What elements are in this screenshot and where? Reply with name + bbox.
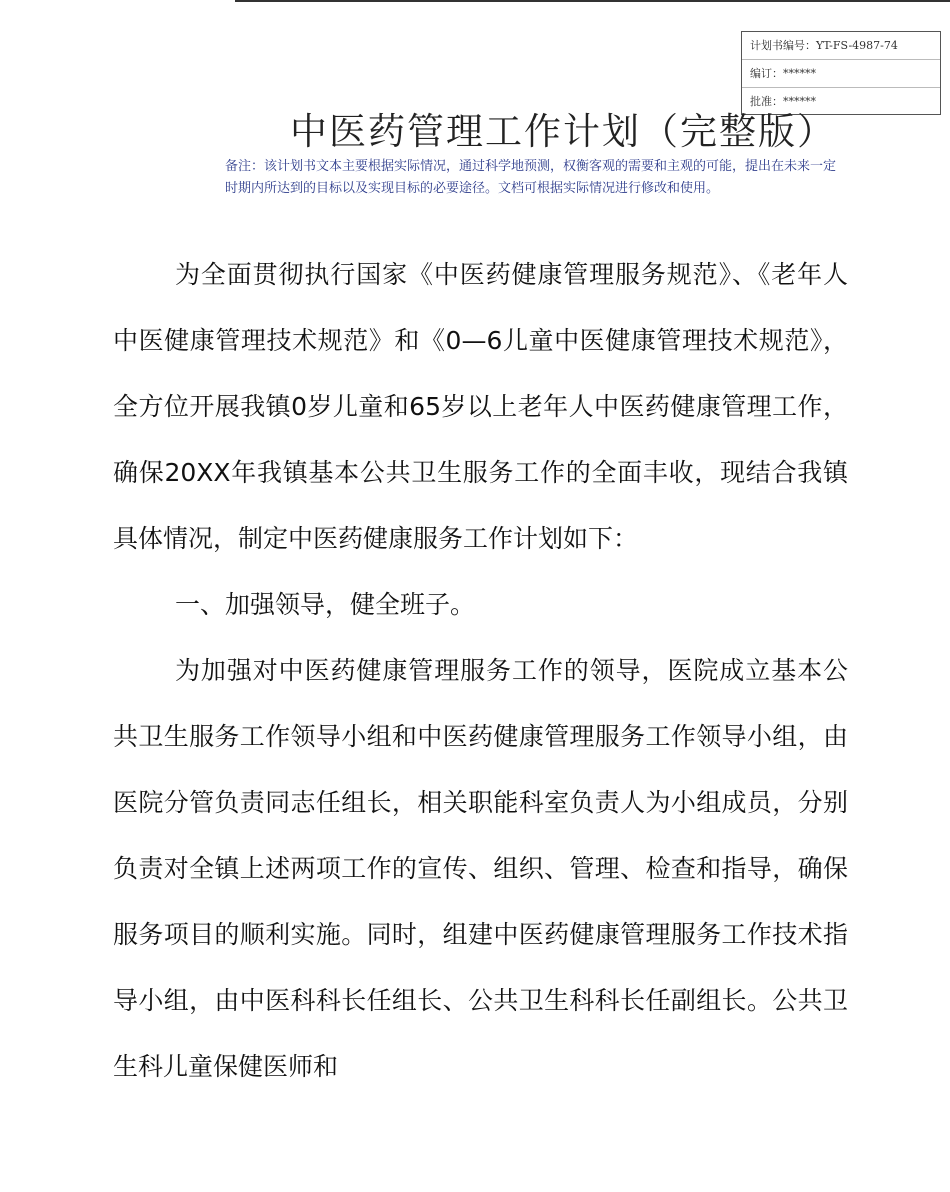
intro-paragraph: 为全面贯彻执行国家《中医药健康管理服务规范》、《老年人中医健康管理技术规范》和《0—6儿童中医健康管理技术规范》，全方位开展我镇0岁儿童和65岁以上老年人中医药健康管理工作，确保20XX年我镇基本公共卫生服务工作的全面丰收，现结合我镇具体情况，制定中医药健康服务工作计划如下：: [113, 260, 848, 553]
document-title: 中医药管理工作计划（完整版）: [290, 110, 836, 153]
approved-by: 批准：******: [750, 95, 816, 108]
document-body: [113, 242, 848, 1100]
compiled-by: 编订：******: [742, 60, 940, 88]
document-note: 备注：该计划书文本主要根据实际情况，通过科学地预测，权衡客观的需要和主观的可能，提出在未来一定时期内所达到的目标以及实现目标的必要途径。文档可根据实际情况进行修改和使用。: [225, 159, 837, 196]
top-rule: [235, 0, 950, 2]
plan-info-box: [741, 31, 941, 115]
section-heading-1: 一、加强领导，健全班子。: [175, 590, 476, 619]
section-paragraph-1: 为加强对中医药健康管理服务工作的领导，医院成立基本公共卫生服务工作领导小组和中医药健康管理服务工作领导小组，由医院分管负责同志任组长，相关职能科室负责人为小组成员，分别负责对全镇上述两项工作的宣传、组织、管理、检查和指导，确保服务项目的顺利实施。同时，组建中医药健康管理服务工作技术指导小组，由中医科科长任组长、公共卫生科科长任副组长。公共卫生科儿童保健医师和: [113, 656, 848, 1081]
plan-number: 计划书编号：YT-FS-4987-74: [742, 32, 940, 60]
